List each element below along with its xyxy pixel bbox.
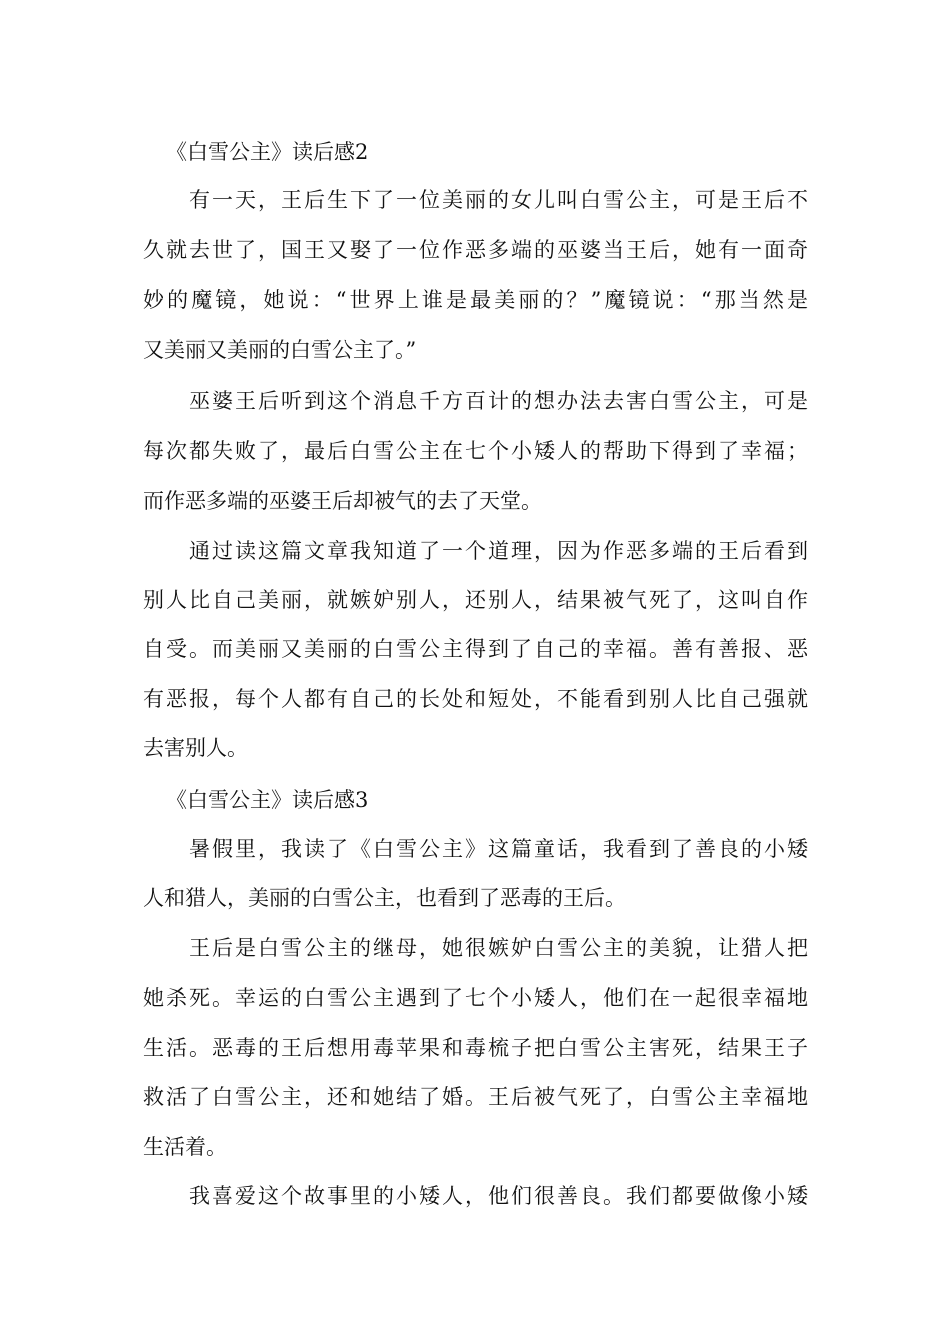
text-line: 通过读这篇文章我知道了一个道理，因为作恶多端的王后看到	[189, 539, 808, 563]
text-line: 生活。恶毒的王后想用毒苹果和毒梳子把白雪公主害死，结果王子	[143, 1036, 808, 1060]
section-heading: 《白雪公主》读后感3	[166, 788, 369, 812]
text-line: 救活了白雪公主，还和她结了婚。王后被气死了，白雪公主幸福地	[143, 1085, 808, 1109]
text-line: 我喜爱这个故事里的小矮人，他们很善良。我们都要做像小矮	[189, 1184, 808, 1208]
text-line: 她杀死。幸运的白雪公主遇到了七个小矮人，他们在一起很幸福地	[143, 986, 808, 1010]
text-line: 有恶报，每个人都有自己的长处和短处，不能看到别人比自己强就	[143, 687, 808, 711]
text-line: 巫婆王后听到这个消息千方百计的想办法去害白雪公主，可是	[189, 389, 808, 413]
text-line: 久就去世了，国王又娶了一位作恶多端的巫婆当王后，她有一面奇	[143, 238, 808, 262]
text-line: 自受。而美丽又美丽的白雪公主得到了自己的幸福。善有善报、恶	[143, 637, 808, 661]
text-line: 王后是白雪公主的继母，她很嫉妒白雪公主的美貌，让猎人把	[189, 936, 808, 960]
text-line: 去害别人。	[143, 736, 248, 760]
text-line: 每次都失败了，最后白雪公主在七个小矮人的帮助下得到了幸福；	[143, 439, 808, 463]
text-line: 别人比自己美丽，就嫉妒别人，还别人，结果被气死了，这叫自作	[143, 588, 808, 612]
text-line: 又美丽又美丽的白雪公主了。”	[143, 338, 417, 362]
text-line: 有一天，王后生下了一位美丽的女儿叫白雪公主，可是王后不	[189, 188, 808, 212]
text-line: 而作恶多端的巫婆王后却被气的去了天堂。	[143, 489, 542, 513]
section-heading: 《白雪公主》读后感2	[166, 140, 369, 164]
text-line: 暑假里，我读了《白雪公主》这篇童话，我看到了善良的小矮	[189, 837, 808, 861]
text-line: 生活着。	[143, 1135, 227, 1159]
text-line: 妙的魔镜，她说：“世界上谁是最美丽的？”魔镜说：“那当然是	[143, 288, 808, 312]
text-line: 人和猎人，美丽的白雪公主，也看到了恶毒的王后。	[143, 886, 626, 910]
